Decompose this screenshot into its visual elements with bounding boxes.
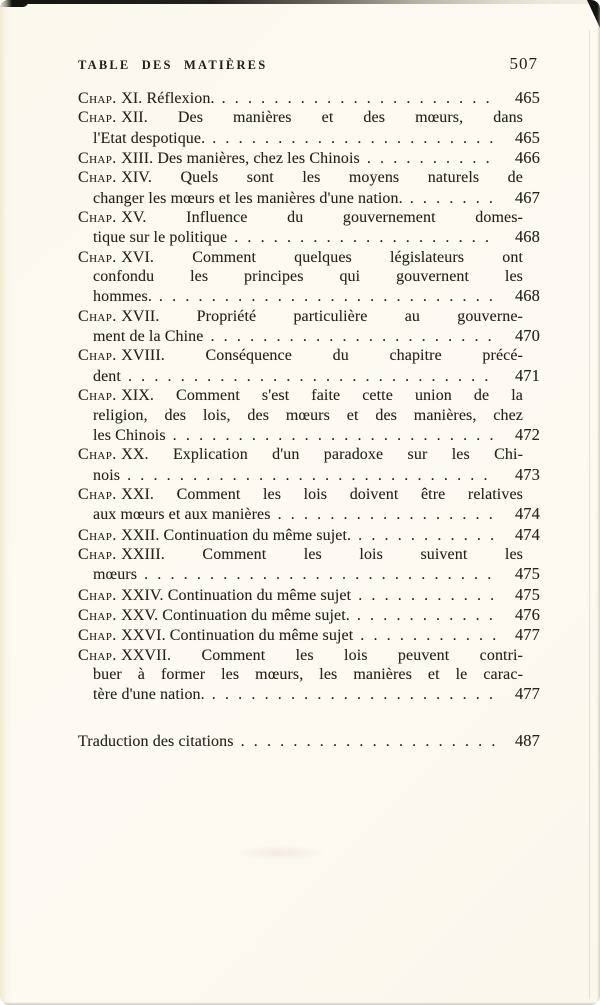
toc-line (78, 504, 540, 524)
toc-line (78, 168, 540, 187)
toc-line-text (93, 228, 227, 247)
dot-leader (367, 149, 496, 168)
toc-entry-back-matter (78, 731, 540, 751)
running-head (78, 54, 538, 74)
toc-entry-chapter (78, 208, 540, 248)
toc-entry-title: aux mœurs et aux manières (93, 506, 271, 524)
toc-entry-title: XIX. Comment s'est faite cette union de la (121, 387, 523, 405)
toc-entry-title: XII. Des manières et des mœurs, dans (121, 109, 523, 127)
toc-entry-chapter (78, 386, 540, 445)
toc-entry-title: XXI. Comment les lois doivent être relatives (121, 485, 523, 503)
toc-entry-chapter (78, 625, 540, 645)
toc-entry-title: mœurs (93, 566, 138, 584)
chapter-label: Chap. (78, 248, 117, 266)
toc-page-number: 473 (514, 464, 540, 484)
toc-entry-title: XV. Influence du gouvernement domes- (121, 209, 523, 227)
toc-line (78, 585, 540, 605)
toc-line-text (78, 526, 351, 545)
toc-entry-chapter (78, 248, 540, 307)
dot-leader (410, 189, 496, 208)
toc-entry-title: nois (93, 466, 121, 484)
toc-line-text (78, 169, 523, 186)
toc-entry-chapter (78, 445, 540, 485)
toc-entry-chapter (78, 346, 540, 386)
toc-entry-chapter (78, 605, 540, 625)
dot-leader (144, 565, 496, 584)
toc-line-text (78, 626, 353, 645)
toc-line (78, 684, 540, 704)
toc-entry-title: XXIV. Continuation du même sujet (121, 586, 352, 604)
scan-edge-left (0, 0, 12, 1005)
toc-entry-chapter (78, 525, 540, 545)
toc-line (78, 128, 540, 148)
toc-page-number: 475 (514, 564, 540, 584)
toc-entry-title: tère d'une nation. (93, 686, 205, 704)
dot-leader (234, 228, 496, 247)
toc-entry-title: XI. Réflexion. (121, 90, 215, 107)
toc-line (78, 731, 540, 751)
toc-line (78, 445, 540, 464)
dot-leader (173, 426, 496, 445)
toc-page-number: 474 (514, 504, 540, 524)
chapter-label: Chap. (78, 150, 117, 168)
scan-fold-line (589, 30, 590, 999)
page-number: 507 (509, 54, 538, 73)
toc-entry-title: XXVI. Continuation du même sujet (121, 627, 354, 645)
toc-line-text (93, 505, 271, 524)
dot-leader (127, 466, 496, 485)
toc-entry-title: Traduction des citations (78, 732, 234, 750)
toc-line (78, 545, 540, 564)
toc-entry-title: hommes. (93, 288, 152, 306)
scan-edge-top (0, 0, 600, 4)
chapter-label: Chap. (78, 646, 117, 664)
dot-leader (159, 287, 496, 306)
chapter-label: Chap. (78, 526, 117, 544)
toc-line-text (78, 446, 523, 463)
toc-line-text (78, 249, 523, 266)
toc-entry-title: l'Etat despotique. (93, 129, 206, 147)
toc-entry-title: XXIII. Comment les lois suivent les (121, 545, 523, 563)
toc-line (78, 88, 540, 108)
toc-page-number: 466 (514, 148, 540, 168)
toc-entry-chapter (78, 108, 540, 148)
toc-entry-title: XXVII. Comment les lois peuvent contri- (121, 646, 523, 664)
toc-line (78, 665, 540, 684)
toc-page-number: 475 (514, 584, 540, 604)
toc-page-number: 474 (514, 524, 540, 544)
page-title: TABLE DES MATIÈRES (78, 58, 268, 72)
toc-line-text (93, 287, 152, 306)
toc-line-text (78, 209, 523, 226)
toc-line (78, 605, 540, 625)
toc-page-number: 477 (514, 684, 540, 704)
toc-entry-title: buer à former les mœurs, les manières et le carac- (93, 665, 523, 683)
toc-page-number: 465 (514, 127, 540, 147)
toc-entry-chapter (78, 485, 540, 525)
toc-line-text (78, 387, 523, 404)
toc-page-number: 476 (514, 604, 540, 624)
toc-entry-title: dent (93, 367, 121, 385)
toc-line-text (93, 189, 403, 208)
chapter-label: Chap. (78, 387, 117, 405)
toc-page-number: 472 (514, 424, 540, 444)
chapter-label: Chap. (78, 606, 117, 624)
toc-line (78, 564, 540, 584)
toc-entry-title: ment de la Chine (93, 328, 204, 346)
toc-page-number: 467 (514, 187, 540, 207)
toc-line-text (78, 732, 234, 751)
chapter-label: Chap. (78, 109, 117, 127)
toc-entry-chapter (78, 585, 540, 605)
toc-line (78, 346, 540, 365)
toc-line (78, 646, 540, 665)
toc-entry-chapter (78, 646, 540, 705)
chapter-label: Chap. (78, 307, 117, 325)
dot-leader (212, 685, 496, 704)
toc-line-text (93, 666, 523, 683)
toc-entry-title: XXII. Continuation du même sujet. (121, 526, 352, 544)
toc-line-text (78, 546, 523, 563)
toc-page-number: 468 (514, 286, 540, 306)
toc-line-text (93, 268, 523, 285)
toc-line (78, 326, 540, 346)
toc-line-text (78, 606, 350, 625)
toc-line (78, 425, 540, 445)
table-of-contents (78, 88, 540, 751)
toc-line-text (78, 647, 523, 664)
toc-entry-title: religion, des lois, des mœurs et des manières, chez (93, 406, 523, 424)
toc-entry-chapter (78, 307, 540, 347)
toc-line (78, 406, 540, 425)
chapter-label: Chap. (78, 586, 117, 604)
toc-line-text (93, 407, 523, 424)
toc-line-text (93, 466, 120, 485)
toc-line-text (93, 565, 137, 584)
dot-leader (360, 626, 496, 645)
toc-entry-chapter (78, 168, 540, 208)
chapter-label: Chap. (78, 446, 117, 464)
toc-entry-title: XVIII. Conséquence du chapitre précé- (121, 347, 523, 365)
toc-line (78, 188, 540, 208)
toc-page-number: 477 (514, 625, 540, 645)
toc-page-number: 465 (514, 88, 540, 107)
toc-entry-title: XVII. Propriété particulière au gouverne- (121, 307, 523, 325)
dot-leader (358, 526, 496, 545)
dot-leader (241, 732, 496, 751)
toc-line-text (93, 327, 203, 346)
toc-entry-title: XIII. Des manières, chez les Chinois (121, 150, 360, 168)
toc-line (78, 465, 540, 485)
toc-line-text (93, 685, 205, 704)
toc-line-text (78, 308, 523, 325)
toc-line-text (93, 129, 205, 148)
toc-line-text (78, 149, 360, 168)
chapter-label: Chap. (78, 485, 117, 503)
chapter-label: Chap. (78, 627, 117, 645)
toc-line (78, 286, 540, 306)
chapter-label: Chap. (78, 169, 117, 187)
toc-line (78, 307, 540, 326)
toc-entry-title: les Chinois (93, 426, 166, 444)
toc-entry-title: XX. Explication d'un paradoxe sur les Chi- (121, 446, 523, 464)
toc-line-text (78, 486, 523, 503)
toc-line (78, 148, 540, 168)
toc-page-number: 468 (514, 227, 540, 247)
toc-entry-chapter (78, 148, 540, 168)
dot-leader (210, 327, 496, 346)
toc-page-number: 487 (514, 730, 540, 750)
toc-line (78, 267, 540, 286)
toc-line-text (78, 109, 523, 126)
toc-line-text (78, 586, 351, 605)
toc-line (78, 108, 540, 127)
toc-line (78, 227, 540, 247)
dot-leader (128, 367, 496, 386)
chapter-label: Chap. (78, 209, 117, 227)
toc-line (78, 366, 540, 386)
toc-entry-chapter (78, 545, 540, 585)
toc-entry-title: XXV. Continuation du même sujet. (121, 606, 350, 624)
toc-line (78, 208, 540, 227)
toc-line-text (78, 89, 215, 108)
toc-line (78, 248, 540, 267)
toc-page-number: 471 (514, 365, 540, 385)
chapter-label: Chap. (78, 545, 117, 563)
toc-line (78, 625, 540, 645)
paper-stain (235, 845, 325, 861)
dot-leader (278, 505, 496, 524)
toc-line (78, 485, 540, 504)
toc-page-number: 470 (514, 326, 540, 346)
toc-entry-title: XVI. Comment quelques législateurs ont (121, 248, 523, 266)
dot-leader (222, 89, 496, 108)
dot-leader (212, 129, 496, 148)
toc-entry-title: tique sur le politique (93, 229, 228, 247)
toc-entry-title: changer les mœurs et les manières d'une nation. (93, 189, 403, 207)
toc-entry-title: confondu les principes qui gouvernent les (93, 268, 523, 286)
toc-line-text (78, 347, 523, 364)
chapter-label: Chap. (78, 90, 117, 107)
toc-line (78, 525, 540, 545)
dot-leader (358, 586, 496, 605)
dot-leader (357, 606, 496, 625)
toc-line (78, 386, 540, 405)
toc-entry-chapter (78, 88, 540, 108)
toc-line-text (93, 426, 166, 445)
chapter-label: Chap. (78, 347, 117, 365)
toc-line-text (93, 367, 121, 386)
toc-entry-title: XIV. Quels sont les moyens naturels de (121, 169, 523, 187)
